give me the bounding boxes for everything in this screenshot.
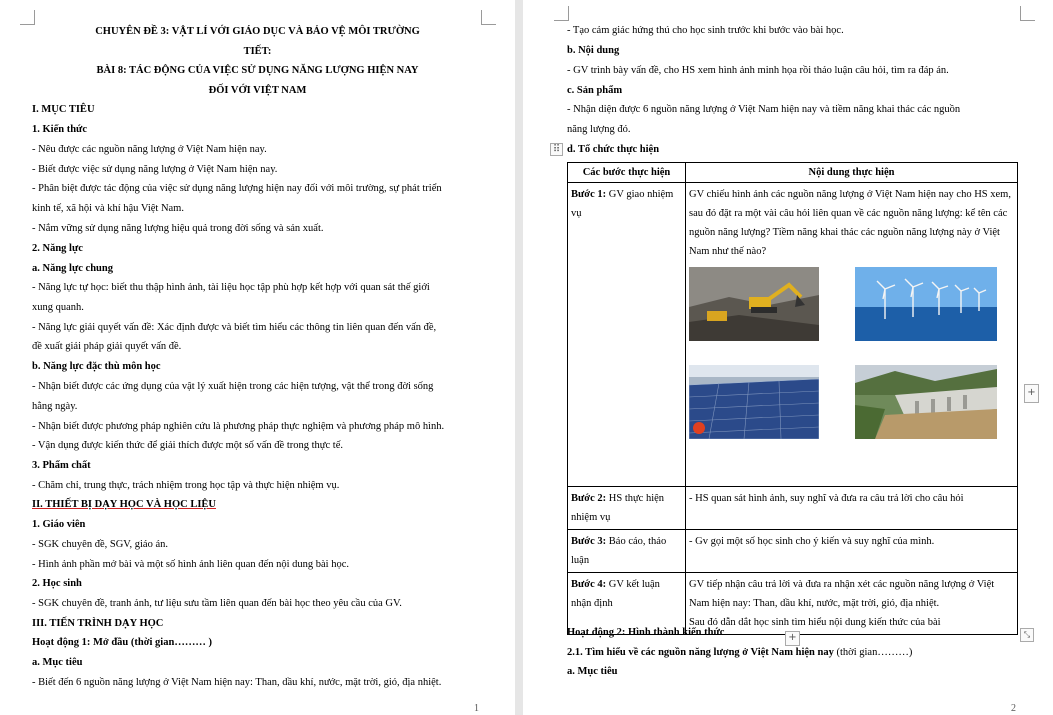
step-label: Bước 2: [571,493,607,504]
margin-corner-mark [481,10,496,25]
table-row [568,487,1018,530]
doc-title-line: CHUYÊN ĐỀ 3: VẬT LÍ VỚI GIÁO DỤC VÀ BẢO VỆ MÔI TRƯỜNG [95,26,420,37]
body-line: - Năng lực giải quyết vấn đề: Xác định được và biết tìm hiểu các thông tin liên quan đến vấn đề, [32,322,437,333]
body-line: - Hình ảnh phần mở bài và một số hình ảnh liên quan đến nội dung bài học. [32,559,349,570]
page-number: 2 [1011,703,1016,714]
subsection-heading: 2. Năng lực [32,243,83,254]
add-column-button[interactable]: + [1024,384,1039,403]
table-header-row [568,163,1018,183]
subsection-heading: a. Năng lực chung [32,263,113,274]
document-page-2 [523,0,1053,715]
table-row [568,530,1018,573]
table-row [568,183,1018,487]
body-line: xung quanh. [32,302,84,313]
doc-title-line: TIẾT: [243,46,272,57]
doc-title-line: BÀI 8: TÁC ĐỘNG CỦA VIỆC SỬ DỤNG NĂNG LƯỢNG HIỆN NAY [96,65,419,76]
time-note: (thời gian………) [833,647,913,658]
coal-mine-excavator-image[interactable] [689,267,819,341]
table-cell-content[interactable] [686,183,1018,487]
energy-image-grid [689,267,1014,439]
content-text: GV chiếu hình ảnh các nguồn năng lượng ở Việt Nam hiện nay cho HS xem, sau đó đặt ra một vài câu hỏi liên quan về các nguồn năng lượng: kể tên các nguồn năng lượng? Tiềm năng khai thác các nguồn năng lượng này ở Việt Nam như thế nào? [689,189,1011,257]
subsection-heading: d. Tổ chức thực hiện [567,144,660,155]
margin-corner-mark [1020,6,1035,21]
body-line: - Biết được việc sử dụng năng lượng ở Việt Nam hiện nay. [32,164,278,175]
subsection-heading: 1. Giáo viên [32,519,86,530]
body-line: - Phân biệt được tác động của việc sử dụng năng lượng hiện nay đối với môi trường, sự phát triển [32,183,442,194]
body-line: - Nhận diện được 6 nguồn năng lượng ở Việt Nam hiện nay và tiềm năng khai thác các nguồn [567,104,961,115]
margin-corner-mark [554,6,569,21]
document-page-1 [0,0,515,715]
margin-corner-mark [20,10,35,25]
body-line [567,646,912,659]
subsection-heading: b. Năng lực đặc thù môn học [32,361,161,372]
body-line: - SGK chuyên đề, SGV, giáo án. [32,539,168,550]
step-label: Bước 4: [571,579,607,590]
offshore-wind-turbines-image[interactable] [855,267,997,341]
table-cell-step[interactable] [568,530,686,573]
subsection-heading: c. Sản phẩm [567,85,623,96]
step-label: Bước 3: [571,536,607,547]
subsection-heading: a. Mục tiêu [567,666,618,677]
hydropower-dam-image[interactable] [855,365,997,439]
step-text: GV kết luận nhận định [571,579,660,609]
content-text: - HS quan sát hình ảnh, suy nghĩ và đưa ra câu trả lời cho câu hỏi [689,493,964,504]
subsection-heading: b. Nội dung [567,45,620,56]
page-number: 1 [474,703,479,714]
body-line: - Nhận biết được phương pháp nghiên cứu là phương pháp thực nghiệm và phương pháp mô hình. [32,421,445,432]
solar-farm-image[interactable] [689,365,819,439]
table-header-cell: Nội dung thực hiện [686,163,1018,183]
activity-heading: Hoạt động 1: Mở đầu (thời gian……… ) [32,637,212,648]
table-header-cell: Các bước thực hiện [568,163,686,183]
table-move-handle[interactable]: ⠿ [550,143,563,156]
body-line: - Năng lực tự học: biết thu thập hình ảnh, tài liệu học tập phù hợp kết hợp với quan sát thế giới [32,282,430,293]
body-line: - Tạo cảm giác hứng thú cho học sinh trước khi bước vào bài học. [567,25,844,36]
body-line: - Nắm vững sử dụng năng lượng hiệu quả trong đời sống và sản xuất. [32,223,324,234]
body-line: - Nêu được các nguồn năng lượng ở Việt Nam hiện nay. [32,144,267,155]
subsection-heading: 3. Phẩm chất [32,460,91,471]
step-text: GV giao nhiệm vụ [571,189,674,219]
content-text: Sau đó dẫn dắt học sinh tìm hiểu nội dung kiến thức của bài [689,617,941,628]
body-line: hằng ngày. [32,401,78,412]
content-text: GV tiếp nhận câu trả lời và đưa ra nhận xét các nguồn năng lượng ở Việt Nam hiện nay: Than, dầu khí, nước, mặt trời, gió, địa nhiệt. [689,579,995,609]
step-label: Bước 1: [571,189,607,200]
step-text: Báo cáo, thảo luận [571,536,667,566]
doc-title-line: ĐỐI VỚI VIỆT NAM [208,85,307,96]
body-line: - Nhận biết được các ứng dụng của vật lý xuất hiện trong các hiện tượng, vật thể trong đời sống [32,381,434,392]
table-resize-handle[interactable]: ⤡ [1020,628,1034,642]
subsection-heading: a. Mục tiêu [32,657,83,668]
subsection-heading: 2. Học sinh [32,578,82,589]
body-line: năng lượng đó. [567,124,631,135]
activity-table [567,162,1018,635]
table-cell-content[interactable] [686,530,1018,573]
add-row-button[interactable]: + [785,631,800,646]
table-cell-content[interactable] [686,573,1018,635]
body-line: - Biết đến 6 nguồn năng lượng ở Việt Nam hiện nay: Than, dầu khí, nước, mặt trời, gió, địa nhiệt. [32,677,442,688]
body-line: đề xuất giải pháp giải quyết vấn đề. [32,341,182,352]
section-heading: II. THIẾT BỊ DẠY HỌC VÀ HỌC LIỆU [32,499,216,510]
activity-heading: Hoạt động 2: Hình thành kiến thức [567,627,725,638]
body-line: - GV trình bày vấn đề, cho HS xem hình ảnh minh họa rồi thảo luận câu hỏi, tìm ra đáp án. [567,65,949,76]
body-line: - Chăm chỉ, trung thực, trách nhiệm trong học tập và thực hiện nhiệm vụ. [32,480,340,491]
table-cell-step[interactable] [568,183,686,487]
step-text: HS thực hiện nhiệm vụ [571,493,665,523]
content-text: - Gv gọi một số học sinh cho ý kiến và suy nghĩ của mình. [689,536,935,547]
table-cell-content[interactable] [686,487,1018,530]
subsection-heading: 1. Kiến thức [32,124,88,135]
section-2-1-title: 2.1. Tìm hiểu về các nguồn năng lượng ở Việt Nam hiện nay [567,647,834,658]
body-line: - SGK chuyên đề, tranh ảnh, tư liệu sưu tầm liên quan đến bài học theo yêu cầu của GV. [32,598,402,609]
section-heading: III. TIẾN TRÌNH DẠY HỌC [32,618,164,629]
section-heading: I. MỤC TIÊU [32,104,95,115]
body-line: kinh tế, xã hội và khí hậu Việt Nam. [32,203,184,214]
table-cell-step[interactable] [568,487,686,530]
body-line: - Vận dụng được kiến thức để giải thích được một số vấn đề trong thực tế. [32,440,343,451]
